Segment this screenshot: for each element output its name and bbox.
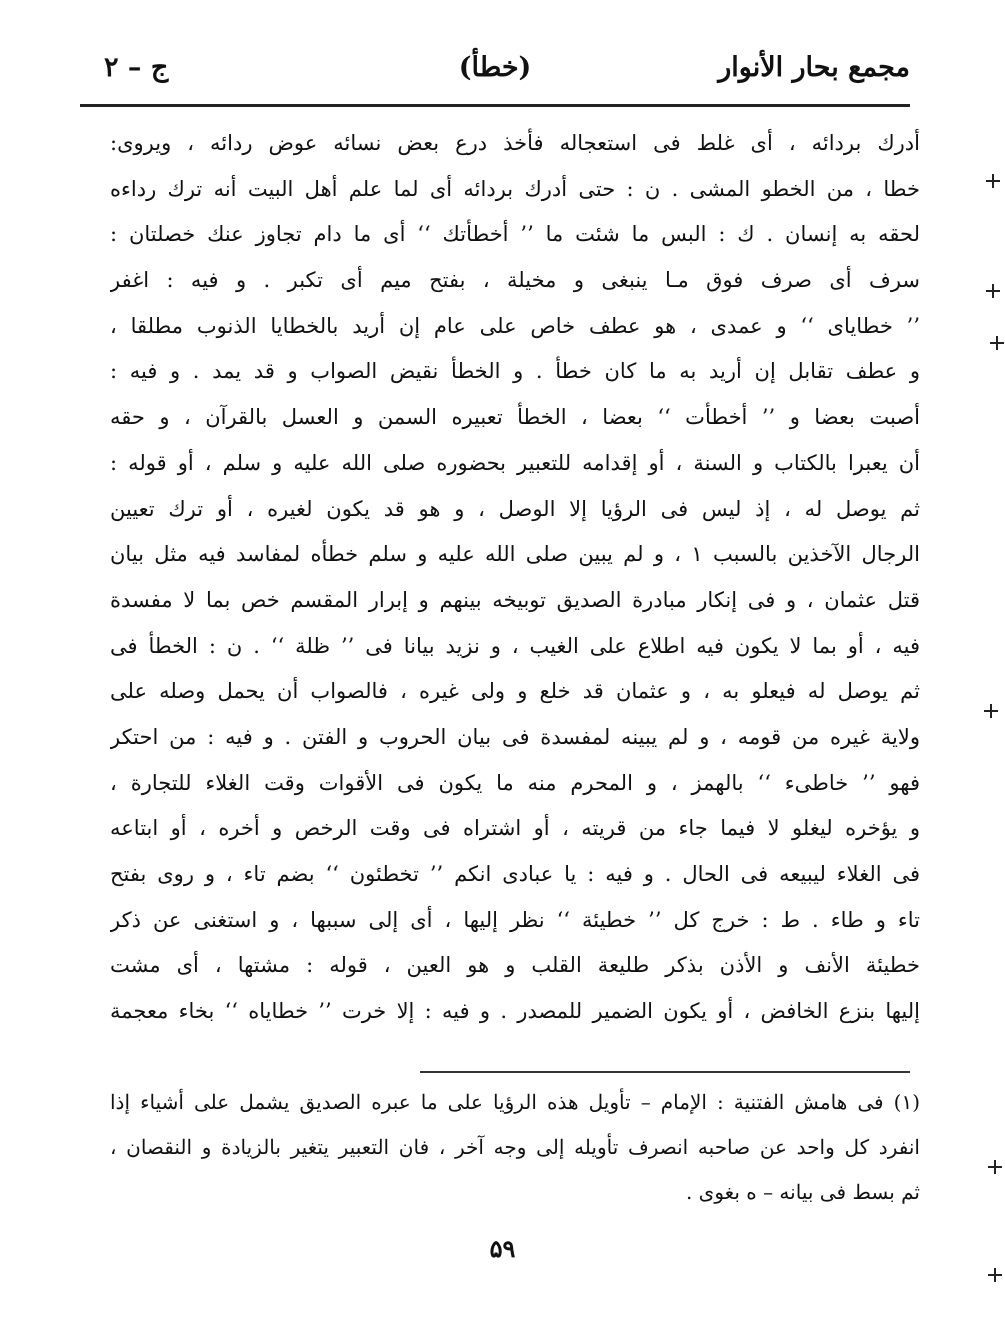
text-line: أن يعبرا بالكتاب و السنة ، أو إقدامه للتعبير بحضوره صلى الله عليه و سلم ، أو قوله :	[110, 450, 920, 475]
text-line: ’’ خطاياى ‘‘ و عمدى ، هو عطف خاص على عام إن أريد بالخطايا الذنوب مطلقا ،	[110, 313, 920, 338]
entry-word: (خطأ)	[458, 52, 532, 83]
text-line: فيه ، أو بما لا يكون فيه اطلاع على الغيب ، و نزيد بيانا فى ’’ ظلة ‘‘ . ن : الخطأ فى	[110, 633, 920, 658]
margin-crosshair	[986, 174, 1000, 188]
main-text	[110, 121, 920, 1035]
margin-crosshair	[990, 336, 1004, 350]
text-line: فى الغلاء ليبيعه فى الحال . و فيه : يا عبادى انكم ’’ تخطئون ‘‘ بضم تاء ، و روى بفتح	[110, 862, 920, 886]
text-line: ثم يوصل له فيعلو به ، و عثمان قد خلع و ولى غيره ، فالصواب أن يحمل وصله على	[110, 679, 920, 704]
book-title: مجمع بحار الأنوار	[718, 52, 910, 83]
footnote-line: (۱) فى هامش الفتنية : الإمام – تأويل هذه الرؤيا على ما عبره الصديق يشمل على أشياء إذا	[110, 1090, 920, 1114]
text-line: لحقه به إنسان . ك : البس ما شئت ما ’’ أخطأتك ‘‘ أى ما دام تجاوز عنك خصلتان :	[110, 222, 920, 247]
header-rule	[80, 104, 910, 107]
footnote-rule	[420, 1071, 910, 1073]
text-line: فهو ’’ خاطىء ‘‘ بالهمز ، و المحرم منه ما يكون فى الأقوات وقت الغلاء للتجارة ،	[110, 770, 920, 795]
footnote	[110, 1080, 920, 1215]
text-line: إليها بنزع الخافض ، أو يكون الضمير للمصدر . و فيه : إلا خرت ’’ خطاياه ‘‘ بخاء معجمة	[110, 999, 920, 1024]
running-header	[80, 52, 910, 98]
text-line: أصبت بعضا و ’’ أخطأت ‘‘ بعضا ، الخطأ تعبيره السمن و العسل بالقرآن ، و حقه	[110, 405, 920, 430]
volume-number: ج – ۲	[104, 52, 169, 83]
text-line: قتل عثمان ، و فى إنكار مبادرة الصديق توبيخه بينهم و إبرار المقسم خص بما لا مفسدة	[110, 587, 920, 612]
footnote-line: ثم بسط فى بيانه – ه بغوى .	[685, 1180, 920, 1204]
footnote-line: انفرد كل واحد عن صاحبه انصرف تأويله إلى وجه آخر ، فان التعبير يتغير بالزيادة و النقصان ،	[110, 1135, 920, 1159]
text-line: و عطف تقابل إن أريد به ما كان خطأ . و الخطأ نقيض الصواب و قد يمد . و فيه :	[110, 359, 920, 384]
text-line: خطا ، من الخطو المشى . ن : حتى أدرك بردائه أى لما علم أهل البيت أنه ترك رداءه	[110, 176, 920, 201]
margin-crosshair	[988, 1268, 1002, 1282]
text-line: خطيئة الأنف و الأذن بذكر طليعة القلب و هو العين ، قوله : مشتها ، أى مشت	[110, 953, 920, 978]
text-line: ولاية غيره من قومه ، و لم يبينه لمفسدة فى بيان الحروب و الفتن . و فيه : من احتكر	[110, 724, 920, 749]
margin-crosshair	[988, 1160, 1002, 1174]
text-line: الرجال الآخذين بالسبب ۱ ، و لم يبين صلى الله عليه و سلم خطأه لمفاسد فيه مثل بيان	[110, 542, 920, 567]
margin-crosshair	[984, 704, 998, 718]
margin-crosshair	[986, 284, 1000, 298]
page-number: ۵۹	[489, 1234, 516, 1263]
text-line: تاء و طاء . ط : خرج كل ’’ خطيئة ‘‘ نظر إليها ، أى إلى سببها ، و استغنى عن ذكر	[110, 907, 920, 932]
text-line: ثم يوصل له ، إذ ليس فى الرؤيا إلا الوصل ، و هو قد يكون لغيره ، أو ترك تعيين	[110, 496, 920, 521]
text-line: سرف أى صرف فوق مـا ينبغى و مخيلة ، بفتح ميم أى تكبر . و فيه : اغفر	[110, 268, 920, 293]
text-line: و يؤخره ليغلو لا فيما جاء من قريته ، أو اشتراه فى وقت الرخص و أخره ، أو ابتاعه	[110, 816, 920, 841]
text-line: أدرك بردائه ، أى غلط فى استعجاله فأخذ درع بعض نسائه عوض ردائه ، ويروى:	[110, 131, 920, 155]
